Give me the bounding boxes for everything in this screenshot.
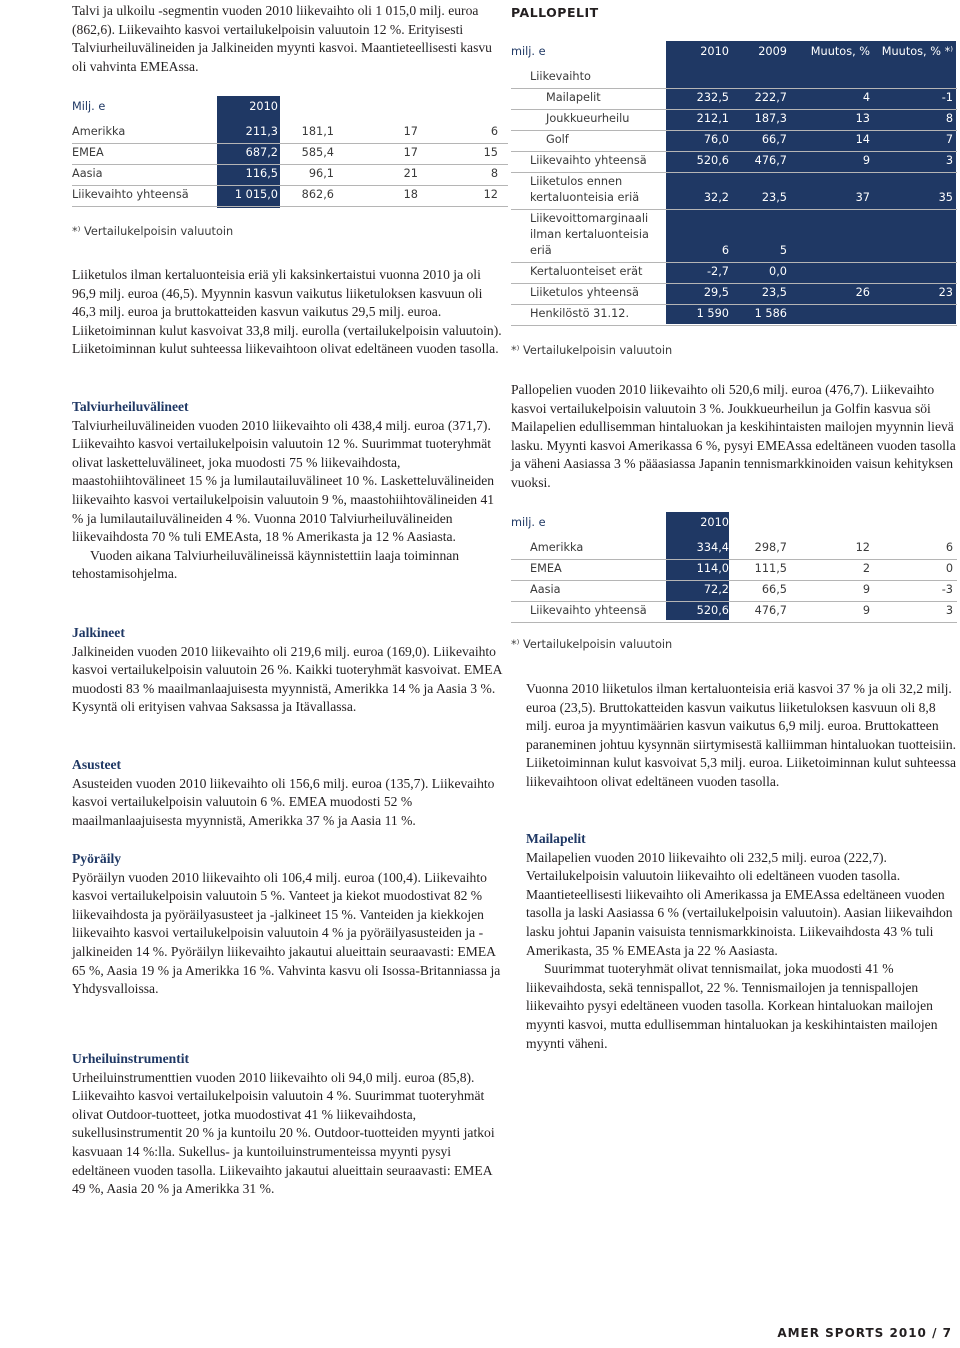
- table-row-label: Kertaluonteiset erät: [530, 265, 643, 278]
- table-cell: 212,1: [696, 112, 729, 125]
- table-row-rule: [511, 151, 957, 152]
- table-header-4: Muutos, % *⁾: [881, 45, 953, 58]
- table-row-label: EMEA: [530, 562, 562, 575]
- table-cell: 3: [945, 604, 953, 617]
- table-cell: 23,5: [761, 191, 787, 204]
- table-row-rule: [72, 164, 508, 165]
- table-header-4: Muutos, % *⁾: [426, 100, 498, 113]
- operating-profit-paragraph: Liiketulos ilman kertaluonteisia eriä yli kaksinkertaistui vuonna 2010 ja oli 96,9 milj. euroa (46,5). Myynnin kasvun vaikutus liiketuloksen kasvuun oli 46,3 milj. euroa ja bruttokatteiden kasvun vaikutus 29,5 milj. euroa. Liiketoiminnan kulut kasvoivat 33,8 milj. eurolla (vertailukelpoisin valuutoin). Liiketoiminnan kulut suhteessa liikevaihtoon olivat edeltäneen vuoden tasolla.: [72, 267, 502, 357]
- table-cell: 298,7: [754, 541, 787, 554]
- section-block: [72, 1050, 508, 1199]
- table-cell: 111,5: [754, 562, 787, 575]
- racket-sports-paragraph-2: Suurimmat tuoteryhmät olivat tennismailat, joka muodosti 41 % liikevaihdosta, sekä tennispallot, 22 %. Tennismailojen ja tennispallojen liikevaihto pysyi edeltäneen vuoden tasolla. Korkean hintaluokan mailojen myynti kasvoi, mutta edullisemman hintaluokan ja keskihintaisten mailojen myynti väheni.: [526, 961, 938, 1051]
- table-cell: 6: [490, 125, 498, 138]
- section-block: [72, 398, 508, 584]
- table-cell: 520,6: [696, 154, 729, 167]
- table-cell: 8: [490, 167, 498, 180]
- table-cell: 585,4: [301, 146, 334, 159]
- table-cell: 17: [403, 125, 418, 138]
- table-cell: 13: [855, 112, 870, 125]
- intro-paragraph: Talvi ja ulkoilu -segmentin vuoden 2010 liikevaihto oli 1 015,0 milj. euroa (862,6). Liikevaihto kasvoi vertailukelpoisin valuutoin 12 %. Erityisesti Talviurheiluvälineiden ja Jalkineiden myynti kasvoi. Maantieteellisesti kasvu oli vahvinta EMEAssa.: [72, 3, 492, 74]
- table-cell: 12: [483, 188, 498, 201]
- table-header-4: Muutos, % *⁾: [881, 516, 953, 529]
- section-paragraph: Asusteiden vuoden 2010 liikevaihto oli 156,6 milj. euroa (135,7). Liikevaihto kasvoi vertailukelpoisin valuutoin 6 %. EMEA muodosti 52 % maailmanlaajuisesta myynnistä, Amerikka 37 % ja Aasia 11 %.: [72, 775, 495, 828]
- table-row-rule: [511, 130, 957, 131]
- table-cell: 4: [862, 91, 870, 104]
- table-dark-band: [666, 41, 956, 324]
- section-block: [72, 756, 508, 830]
- table-footnote: *⁾ Vertailukelpoisin valuutoin: [72, 225, 234, 238]
- table-cell: 1 590: [696, 307, 729, 320]
- table-row-rule: [511, 88, 957, 89]
- table-row-rule: [72, 185, 508, 186]
- table-cell: 334,4: [696, 541, 729, 554]
- table-cell: 26: [855, 286, 870, 299]
- table-footnote: *⁾ Vertailukelpoisin valuutoin: [511, 638, 673, 651]
- table-cell: 5: [779, 244, 787, 257]
- table-cell: 3: [945, 154, 953, 167]
- table-cell: 35: [938, 191, 953, 204]
- table-cell: 96,1: [308, 167, 334, 180]
- table-header-3: Muutos, %: [810, 516, 870, 529]
- table-header-3: Muutos, %: [810, 45, 870, 58]
- table-cell: 476,7: [754, 604, 787, 617]
- table-row-label: EMEA: [72, 146, 104, 159]
- table-row-rule: [511, 325, 957, 326]
- table-cell: 222,7: [754, 91, 787, 104]
- table-row-rule: [511, 622, 957, 623]
- table-header-2: 2009: [758, 516, 787, 529]
- table-cell: 9: [862, 154, 870, 167]
- table-row-label: Liiketulos yhteensä: [530, 286, 639, 299]
- table-row-label: Golf: [546, 133, 569, 146]
- table-cell: 9: [862, 583, 870, 596]
- table-cell: 23,5: [761, 286, 787, 299]
- table-cell: -3: [941, 583, 953, 596]
- section-paragraph: Jalkineiden vuoden 2010 liikevaihto oli 219,6 milj. euroa (169,0). Liikevaihto kasvoi vertailukelpoisin valuutoin 26 %. Kaikki tuoteryhmät kasvoivat. EMEA muodosti 83 % maailmanlaajuisesta myynnistä, Amerikka 14 % ja Aasia 3 %. Kysyntä oli erityisen vahvaa Saksassa ja Itävallassa.: [72, 643, 502, 715]
- section-block: [72, 850, 508, 999]
- table-header-1: 2010: [249, 100, 278, 113]
- table-cell: 21: [403, 167, 418, 180]
- table-cell: 520,6: [696, 604, 729, 617]
- table-row-label: Aasia: [530, 583, 561, 596]
- section-paragraph: Urheiluinstrumenttien vuoden 2010 liikevaihto oli 94,0 milj. euroa (85,8). Liikevaihto kasvoi vertailukelpoisin valuutoin 4 %. Suurimmat tuoteryhmät olivat Outdoor-tuotteet, jotka muodostivat 41 % liikevaihdosta, sukellusinstrumentit 20 % ja kuntoilu 20 %. Outdoor-tuotteiden myynti jatkoi kasvuaan 14 %:lla. Sukellus- ja kuntoiluinstrumenteissa myynti pysyi edeltäneen vuoden tasolla. Liikevaihto jakautui alueittain seuraavasti: EMEA 49 %, Aasia 20 % ja Amerikka 31 %.: [72, 1069, 495, 1197]
- table-cell: -1: [941, 91, 953, 104]
- table-cell: 6: [721, 244, 729, 257]
- table-cell: 687,2: [245, 146, 278, 159]
- table-row-rule: [511, 172, 957, 173]
- section-title: Urheiluinstrumentit: [72, 1051, 190, 1066]
- table-cell: 14: [855, 133, 870, 146]
- table-row-label: Henkilöstö 31.12.: [530, 307, 630, 320]
- table-header-unit: Milj. e: [72, 100, 106, 113]
- section-title: Talviurheiluvälineet: [72, 399, 189, 414]
- table-cell: 211,3: [245, 125, 278, 138]
- table-header-2: 2009: [758, 45, 787, 58]
- table-cell: 32,2: [703, 191, 729, 204]
- table-cell: 862,6: [301, 188, 334, 201]
- racket-sports-section: [526, 830, 957, 1053]
- table-cell: 17: [403, 146, 418, 159]
- table-cell: 0: [945, 562, 953, 575]
- table-cell: 181,1: [301, 125, 334, 138]
- table-cell: -2,7: [706, 265, 729, 278]
- table-header-unit: milj. e: [511, 45, 546, 58]
- table-cell: 187,3: [754, 112, 787, 125]
- table-row-label: Liikevaihto yhteensä: [530, 604, 647, 617]
- ball-sports-table: [511, 41, 957, 326]
- table-cell: 9: [862, 604, 870, 617]
- table-row-label: Aasia: [72, 167, 103, 180]
- footer-brand: AMER SPORTS 2010 / 7: [777, 1326, 952, 1340]
- segment-sales-table: [72, 96, 508, 216]
- table-cell: 1 015,0: [234, 188, 278, 201]
- table-row-label: Amerikka: [72, 125, 126, 138]
- table-header-1: 2010: [700, 516, 729, 529]
- table-cell: 6: [945, 541, 953, 554]
- ball-sports-profit-paragraph: Vuonna 2010 liiketulos ilman kertaluonteisia eriä kasvoi 37 % ja oli 32,2 milj. euroa (23,5). Bruttokatteiden kasvun vaikutus liiketuloksen kasvuun oli 8,8 milj. euroa ja myyntimäärien kasvun vaikutus 6,9 milj. euroa. Bruttokatteen paraneminen johtuu kysynnän siirtymisestä kalliimman hintaluokan tuotteisiin. Liiketoiminnan kulut kasvoivat 5,3 milj. euroa. Liiketoiminnan kulut suhteessa liikevaihtoon olivat edeltäneen vuoden tasolla.: [526, 681, 957, 789]
- table-row-rule: [72, 206, 508, 207]
- table-cell: 29,5: [703, 286, 729, 299]
- table-header-2: 2009: [305, 100, 334, 113]
- section-title: Pyöräily: [72, 851, 122, 866]
- table-cell: 15: [483, 146, 498, 159]
- table-header-1: 2010: [700, 45, 729, 58]
- table-cell: 66,7: [761, 133, 787, 146]
- table-row-rule: [511, 580, 957, 581]
- table-row-label: Liikevaihto yhteensä: [72, 188, 189, 201]
- table-cell: 76,0: [703, 133, 729, 146]
- table-row-rule: [511, 209, 957, 210]
- table-row-label: Joukkueurheilu: [546, 112, 630, 125]
- table-cell: 1 586: [754, 307, 787, 320]
- table-cell: 7: [945, 133, 953, 146]
- table-cell: 66,5: [761, 583, 787, 596]
- table-cell: 37: [855, 191, 870, 204]
- table-cell: 114,0: [696, 562, 729, 575]
- table-cell: 12: [855, 541, 870, 554]
- racket-sports-title: Mailapelit: [526, 831, 586, 846]
- table-row-label: Amerikka: [530, 541, 584, 554]
- table-row-label: Mailapelit: [546, 91, 601, 104]
- table-cell: 116,5: [245, 167, 278, 180]
- table-cell: 2: [862, 562, 870, 575]
- table-header-unit: milj. e: [511, 516, 546, 529]
- section-title: Asusteet: [72, 757, 122, 772]
- ball-sports-paragraph: Pallopelien vuoden 2010 liikevaihto oli 520,6 milj. euroa (476,7). Liikevaihto kasvoi vertailukelpoisin valuutoin 3 %. Joukkueurheilun ja Golfin kasvua söi Mailapelien edullisemman hintaluokan ja keskihintaisten mailojen myynnin lievä lasku. Myynti kasvoi Amerikassa 6 %, pysyi EMEAssa edeltäneen vuoden tasolla ja väheni Aasiassa 3 % pääasiassa Japanin tennismarkkinoiden vaisun kehityksen vuoksi.: [511, 382, 956, 490]
- section-block: [72, 624, 508, 717]
- table-row-rule: [511, 559, 957, 560]
- section-paragraph: Vuoden aikana Talviurheiluvälineissä käynnistettiin laaja toiminnan tehostamisohjelma.: [72, 547, 460, 582]
- table-cell: 18: [403, 188, 418, 201]
- section-title: Jalkineet: [72, 625, 125, 640]
- table-row-label: Liiketulos ennen kertaluonteisia eriä: [530, 175, 640, 204]
- table-row-label: Liikevaihto: [530, 70, 591, 83]
- table-row-rule: [511, 601, 957, 602]
- table-row-rule: [72, 143, 508, 144]
- ball-sports-region-table: [511, 512, 957, 622]
- section-heading: PALLOPELIT: [511, 5, 599, 20]
- table-header-3: Muutos, %: [358, 100, 418, 113]
- table-cell: 232,5: [696, 91, 729, 104]
- left-body: [72, 266, 508, 359]
- racket-sports-paragraph-1: Mailapelien vuoden 2010 liikevaihto oli 232,5 milj. euroa (222,7). Vertailukelpoisin valuutoin liikevaihto oli edeltäneen vuoden tasolla. Maantieteellisesti liikevaihto oli Amerikassa ja EMEAssa edeltäneen vuoden tasolla ja laski Aasiassa 6 % (vertailukelpoisin valuutoin). Aasian liikevaihdon lasku johtui Japanin vaisuista tennismarkkinoista. Liikevaihdosta 43 % tuli Amerikasta, 35 % EMEAsta ja 22 % Aasiasta.: [526, 849, 953, 958]
- table-cell: 23: [938, 286, 953, 299]
- section-paragraph: Pyöräilyn vuoden 2010 liikevaihto oli 106,4 milj. euroa (100,4). Liikevaihto kasvoi vertailukelpoisin valuutoin 5 %. Vanteet ja kiekot muodostivat 82 % liikevaihdosta ja pyöräilyasusteet ja -jalkineet 15 %. Vanteiden ja kiekkojen liikevaihto kasvoi vertailukelpoisin valuutoin 4 % ja pyöräilyasusteiden ja -jalkineiden 14 %. Pyöräilyn liikevaihto jakautui alueittain seuraavasti: EMEA 65 %, Aasia 19 % ja Amerikka 16 %. Vahvinta kasvu oli Isossa-Britanniassa ja Yhdysvalloissa.: [72, 869, 501, 997]
- table-cell: 476,7: [754, 154, 787, 167]
- table-row-rule: [511, 304, 957, 305]
- table-row-rule: [511, 283, 957, 284]
- table-row-rule: [511, 262, 957, 263]
- table-cell: 72,2: [703, 583, 729, 596]
- table-footnote: *⁾ Vertailukelpoisin valuutoin: [511, 344, 673, 357]
- table-row-rule: [511, 109, 957, 110]
- section-paragraph: Talviurheiluvälineiden vuoden 2010 liikevaihto oli 438,4 milj. euroa (371,7). Liikevaihto kasvoi vertailukelpoisin valuutoin 12 %. Suurimmat tuoteryhmät olivat lasketteluvälineet, joka muodosti 75 % liikevaihdosta, maastohiihtovälineet 15 % ja lumilautailuvälineet 10 %. Lasketteluvälineiden liikevaihto kasvoi vertailukelpoisin valuutoin 9 %, maastohiihtovälineiden 41 % ja lumilautailuvälineiden 4 %. Vuonna 2010 Talviurheiluvälineiden liikevaihdosta 70 % tuli EMEAsta, 18 % Amerikasta ja 12 % Aasiasta.: [72, 417, 495, 545]
- table-row-label: Liikevoittomarginaali ilman kertaluonteisia eriä: [530, 212, 649, 257]
- table-cell: 0,0: [769, 265, 787, 278]
- table-row-label: Liikevaihto yhteensä: [530, 154, 647, 167]
- table-cell: 8: [945, 112, 953, 125]
